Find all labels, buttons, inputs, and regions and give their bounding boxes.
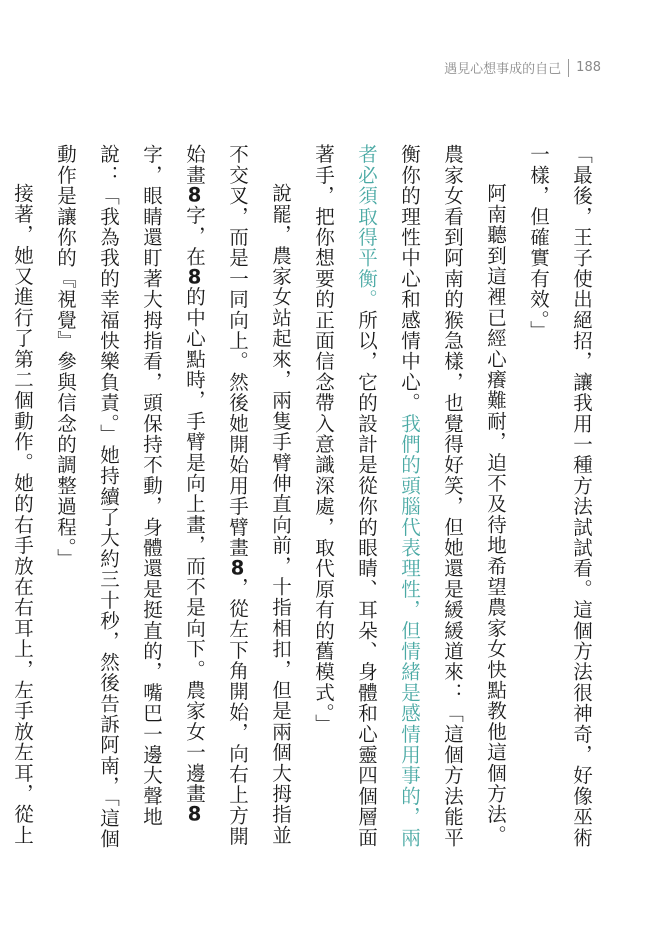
running-header [444,58,601,77]
paragraph-3-text-e: 字，眼睛還盯著大拇指看，頭保持不動，身體還是挺直的，嘴巴一邊大聲地說：「我為我的幸福快樂負責。」她持續了大約三十秒，然後告訴阿南，「這個動作是讓你的『視覺』參與信念的調整過程。」 [54,144,163,849]
highlighted-sentence: 我們的頭腦代表理性，但情緒是感情用事的，兩者必須取得平衡。 [355,144,421,848]
paragraph-2-text-b: 所以，它的設計是從你的眼睛、耳朵、身體和心靈四個層面著手，把你想要的正面信念帶入意識深處，取代原有的舊模式。」 [312,144,378,848]
header-divider [568,59,569,77]
paragraph-1-text: 「最後，王子使出絕招，讓我用一種方法試試看。這個方法很神奇，好像巫術一樣，但確實有效。」 [527,144,593,848]
paragraph-3-text-d: 的中心點時，手臂是向上畫，而不是向下。農家女一邊畫 [183,286,206,805]
paragraph-2 [302,144,517,864]
paragraph-3-text-c: 字，在 [183,204,206,268]
paragraph-3-text-a: 說罷，農家女站起來，兩隻手臂伸直向前，十指相扣，但是兩個大拇指並不交叉，而是一同向上。然後她開始用手臂畫 [226,144,292,846]
paragraph-1 [517,144,603,864]
digit-8: 8 [187,267,202,287]
paragraph-4-text: 接著，她又進行了第二個動作。她的右手放在右耳上，左手放左耳，從上 [11,183,34,846]
digit-8: 8 [187,804,202,824]
page-number: 188 [576,60,601,75]
digit-8: 8 [187,185,202,205]
chapter-title: 遇見心想事成的自己 [444,62,562,77]
digit-8: 8 [230,558,245,578]
paragraph-2-text-a: 阿南聽到這裡已經心癢難耐，迫不及待地希望農家女快點教他這個方法。農家女看到阿南的猴急樣，也覺得好笑，但她還是緩緩道來：「這個方法能平衡你的理性中心和感情中心。 [398,144,507,848]
paragraph-3-text-b: ，從左下角開始，向右上方開始畫 [183,144,249,847]
paragraph-3 [44,144,302,864]
paragraph-4 [0,144,44,864]
body-text [0,144,603,864]
